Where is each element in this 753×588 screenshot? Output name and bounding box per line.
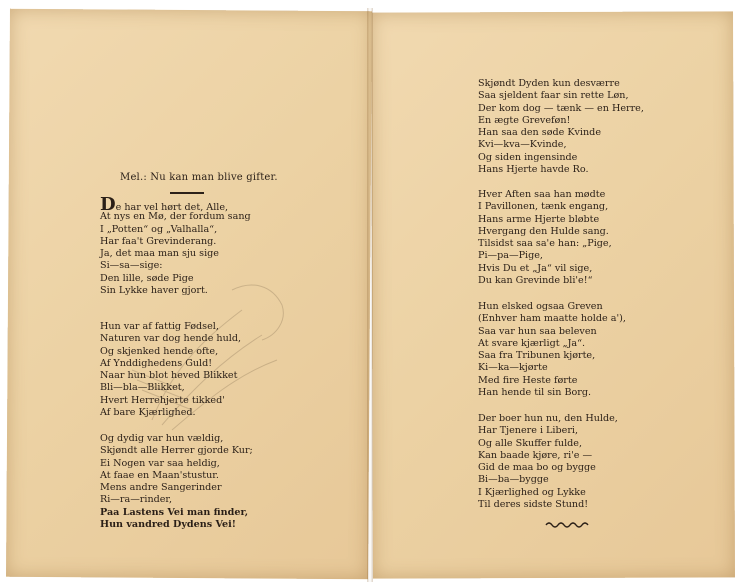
verse-line: Ki—ka—kjørte [478,362,548,374]
verse-line: Og skjenked hende ofte, [100,345,219,357]
verse-line: Skjøndt Dyden kun desværre [478,78,620,89]
verse-line: Har Tjenere i Liberi, [478,425,579,437]
title-rule [170,192,204,194]
verse-line: Og siden ingensinde [478,151,578,163]
verse-line: Af Ynddighedens Guld! [100,357,213,369]
verse-line: Bli—bla—Blikket, [100,382,185,394]
verse-line: Hvis Du et „Ja“ vil sige, [478,262,593,274]
verse-left-3 [100,433,253,531]
verse-line: Ri—ra—rinder, [100,494,173,506]
end-ornament-icon [545,521,591,529]
verse-line: I „Potten“ og „Valhalla“, [100,223,218,235]
verse-line: Hvert Herrehjerte tikked' [100,394,225,406]
verse-line: Tilsidst saa sa'e han: „Pige, [478,238,612,250]
verse-line: Kvi—kva—Kvinde, [478,139,567,151]
verse-line: Pi—pa—Pige, [478,250,543,262]
verse-left-1 [100,194,251,297]
verse-line: Han hende til sin Borg. [478,387,592,399]
verse-line: Mens andre Sangerinder [100,482,222,494]
verse-left-2 [100,321,241,419]
verse-line: Og dydig var hun vældig, [100,433,224,444]
drop-cap: D [100,194,116,215]
verse-line: Der kom dog — tænk — en Herre, [478,102,644,114]
verse-line: Ei Nogen var saa heldig, [100,457,220,469]
verse-line: Skjøndt alle Herrer gjorde Kur; [100,445,253,457]
verse-right-2 [478,189,612,287]
verse-line: Naar hun blot heved Blikket [100,370,238,382]
verse-line: Hans Hjerte havde Ro. [478,164,589,176]
verse-line-rest: e har vel hørt det, Alle, [115,202,229,213]
verse-line: Hans arme Hjerte bløbte [478,213,600,225]
verse-line: At nys en Mø, der fordum sang [100,211,251,223]
verse-line: Hun var af fattig Fødsel, [100,321,219,332]
verse-line: Bi—ba—bygge [478,474,549,486]
verse-line: Har faa't Grevinderang. [100,235,217,247]
verse-right-1 [478,78,644,176]
verse-line: Saa fra Tribunen kjørte, [478,350,596,362]
verse-line: Hun elsked ogsaa Greven [478,301,603,312]
verse-line: Hver Aften saa han mødte [478,189,606,200]
verse-line: Af bare Kjærlighed. [100,407,196,419]
verse-line: Du kan Grevinde bli'e!“ [478,275,593,287]
verse-line: Naturen var dog hende huld, [100,333,242,345]
verse-line: Saa sjeldent faar sin rette Løn, [478,90,629,102]
verse-line: Si—sa—sige: [100,260,163,272]
verse-line: Og alle Skuffer fulde, [478,437,582,449]
verse-line: At faae en Maan'stustur. [100,469,219,481]
verse-line: Paa Lastens Vei man finder, [100,506,249,518]
verse-line: Til deres sidste Stund! [478,499,589,511]
verse-line: En ægte Greveføn! [478,114,571,126]
verse-line: Kan baade kjøre, ri'e — [478,449,593,461]
verse-line: Hvergang den Hulde sang. [478,225,609,237]
verse-line: Saa var hun saa beleven [478,325,597,337]
verse-line: At svare kjærligt „Ja“. [478,337,586,349]
melody-note: Mel.: Nu kan man blive gifter. [120,172,278,183]
verse-line: Han saa den søde Kvinde [478,127,601,139]
verse-line: Ja, det maa man sju sige [100,248,219,260]
page-fold [367,8,373,582]
verse-line: I Kjærlighed og Lykke [478,486,586,498]
verse-line [100,194,251,215]
verse-line: (Enhver ham maatte holde a'), [478,313,626,325]
verse-line: Der boer hun nu, den Hulde, [478,413,618,424]
verse-line: Sin Lykke haver gjort. [100,285,208,297]
verse-right-3 [478,301,626,399]
verse-line: Med fire Heste førte [478,374,578,386]
verse-line: I Pavillonen, tænk engang, [478,201,609,213]
verse-line: Hun vandred Dydens Vei! [100,519,236,531]
verse-right-4 [478,413,618,511]
verse-line: Gid de maa bo og bygge [478,462,596,474]
verse-line: Den lille, søde Pige [100,272,194,284]
